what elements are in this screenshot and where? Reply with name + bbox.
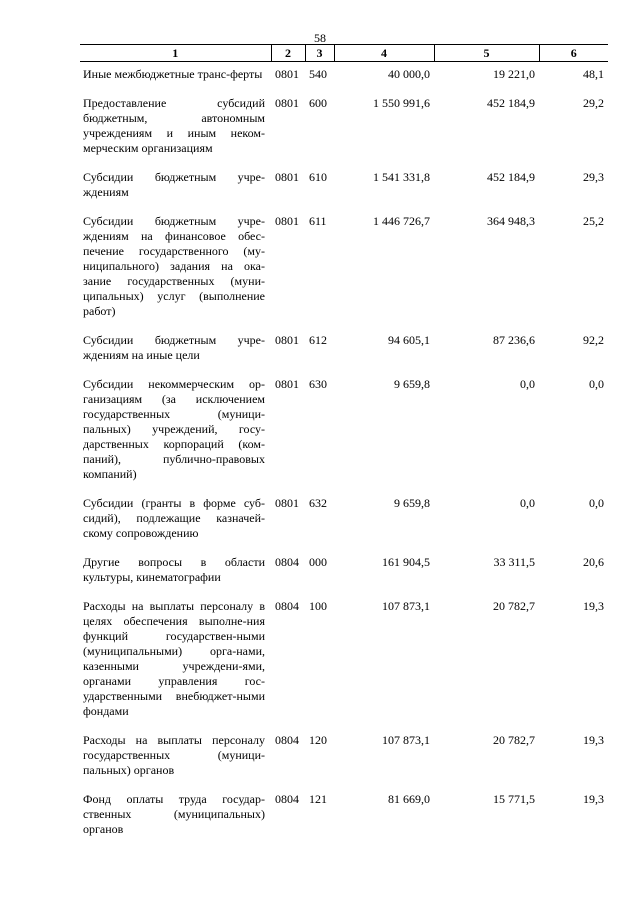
executed-amount: 452 184,9 — [487, 96, 535, 110]
execution-percent: 19,3 — [583, 599, 604, 613]
expense-type-code: 611 — [309, 214, 327, 228]
table-row — [80, 555, 608, 599]
expense-type-code: 540 — [309, 67, 327, 81]
table-row — [80, 733, 608, 792]
column-header: 3 — [305, 45, 334, 62]
planned-amount: 107 873,1 — [382, 733, 430, 747]
expense-type-code: 600 — [309, 96, 327, 110]
executed-amount: 87 236,6 — [493, 333, 535, 347]
execution-percent: 92,2 — [583, 333, 604, 347]
executed-amount: 364 948,3 — [487, 214, 535, 228]
row-name: Иные межбюджетные транс-ферты — [83, 67, 263, 81]
executed-amount: 20 782,7 — [493, 599, 535, 613]
execution-percent: 25,2 — [583, 214, 604, 228]
table-row — [80, 62, 608, 97]
section-code: 0801 — [275, 377, 299, 391]
row-name: Фонд оплаты труда государ-ственных (муниципальных) органов — [83, 792, 265, 836]
executed-amount: 20 782,7 — [493, 733, 535, 747]
execution-percent: 20,6 — [583, 555, 604, 569]
expense-type-code: 612 — [309, 333, 327, 347]
expense-type-code: 000 — [309, 555, 327, 569]
executed-amount: 15 771,5 — [493, 792, 535, 806]
expense-type-code: 632 — [309, 496, 327, 510]
expense-type-code: 610 — [309, 170, 327, 184]
planned-amount: 40 000,0 — [388, 67, 430, 81]
section-code: 0801 — [275, 170, 299, 184]
planned-amount: 107 873,1 — [382, 599, 430, 613]
page-number: 58 — [314, 31, 326, 45]
table-row — [80, 214, 608, 333]
executed-amount: 0,0 — [520, 496, 535, 510]
planned-amount: 1 541 331,8 — [373, 170, 430, 184]
execution-percent: 29,2 — [583, 96, 604, 110]
execution-percent: 19,3 — [583, 792, 604, 806]
row-name: Расходы на выплаты персоналу государственных (муници-пальных) органов — [83, 733, 265, 777]
planned-amount: 1 550 991,6 — [373, 96, 430, 110]
column-header: 6 — [539, 45, 608, 62]
section-code: 0804 — [275, 733, 299, 747]
planned-amount: 161 904,5 — [382, 555, 430, 569]
section-code: 0801 — [275, 496, 299, 510]
table-row — [80, 170, 608, 214]
planned-amount: 1 446 726,7 — [373, 214, 430, 228]
row-name: Расходы на выплаты персоналу в целях обеспечения выполне-ния функций государствен-ными (муниципальными) орга-нами, казенными учреждени-ями, органами управления гос-ударственными внебюджет-ными фондами — [83, 599, 265, 718]
expense-type-code: 630 — [309, 377, 327, 391]
table-row — [80, 496, 608, 555]
column-header: 1 — [80, 45, 271, 62]
table-row — [80, 96, 608, 170]
execution-percent: 0,0 — [589, 377, 604, 391]
execution-percent: 19,3 — [583, 733, 604, 747]
section-code: 0804 — [275, 792, 299, 806]
column-header: 5 — [434, 45, 539, 62]
execution-percent: 29,3 — [583, 170, 604, 184]
budget-table — [80, 44, 608, 837]
section-code: 0804 — [275, 599, 299, 613]
row-name: Предоставление субсидий бюджетным, автономным учреждениям и иным неком-мерческим организациям — [83, 96, 265, 155]
execution-percent: 48,1 — [583, 67, 604, 81]
section-code: 0804 — [275, 555, 299, 569]
row-name: Субсидии (гранты в форме суб-сидий), подлежащие казначей-скому сопровождению — [83, 496, 265, 540]
row-name: Субсидии бюджетным учре-ждениям на иные цели — [83, 333, 265, 362]
header-row — [80, 45, 608, 62]
planned-amount: 81 669,0 — [388, 792, 430, 806]
row-name: Субсидии бюджетным учре-ждениям на финансовое обес-печение государственного (му-ниципального) задания на ока-зание государственных (муни-ципальных) услуг (выполнение работ) — [83, 214, 265, 318]
section-code: 0801 — [275, 67, 299, 81]
column-header: 4 — [334, 45, 434, 62]
table-row — [80, 377, 608, 496]
executed-amount: 19 221,0 — [493, 67, 535, 81]
expense-type-code: 120 — [309, 733, 327, 747]
table-row — [80, 792, 608, 837]
row-name: Субсидии бюджетным учре-ждениям — [83, 170, 265, 199]
section-code: 0801 — [275, 214, 299, 228]
section-code: 0801 — [275, 333, 299, 347]
table-row — [80, 333, 608, 377]
table-row — [80, 599, 608, 733]
planned-amount: 94 605,1 — [388, 333, 430, 347]
expense-type-code: 121 — [309, 792, 327, 806]
column-header: 2 — [271, 45, 305, 62]
execution-percent: 0,0 — [589, 496, 604, 510]
row-name: Другие вопросы в области культуры, кинематографии — [83, 555, 265, 584]
section-code: 0801 — [275, 96, 299, 110]
planned-amount: 9 659,8 — [394, 377, 430, 391]
expense-type-code: 100 — [309, 599, 327, 613]
executed-amount: 33 311,5 — [493, 555, 535, 569]
executed-amount: 0,0 — [520, 377, 535, 391]
executed-amount: 452 184,9 — [487, 170, 535, 184]
planned-amount: 9 659,8 — [394, 496, 430, 510]
row-name: Субсидии некоммерческим ор-ганизациям (за исключением государственных (муници-пальных) учреждений, госу-дарственных корпораций (ком-паний), публично-правовых компаний) — [83, 377, 265, 481]
